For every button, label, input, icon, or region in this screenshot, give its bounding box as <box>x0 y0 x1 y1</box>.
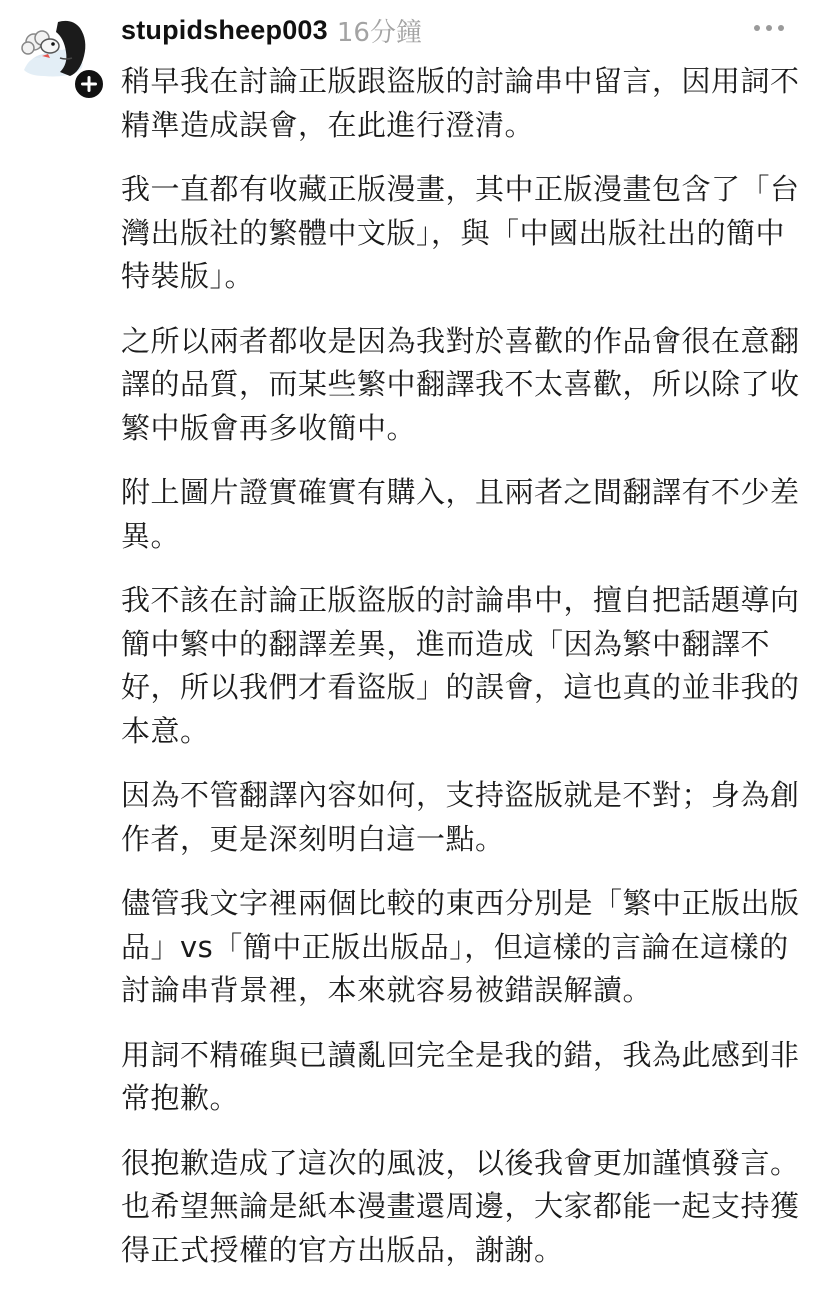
post-paragraph: 很抱歉造成了這次的風波，以後我會更加謹慎發言。也希望無論是紙本漫畫還周邊，大家都能一起支持獲得正式授權的官方出版品，謝謝。 <box>121 1145 800 1267</box>
more-dots-icon <box>752 14 786 42</box>
post-paragraph: 稍早我在討論正版跟盜版的討論串中留言，因用詞不精準造成誤會，在此進行澄清。 <box>121 64 800 142</box>
post-paragraph: 因為不管翻譯內容如何，支持盜版就是不對；身為創作者，更是深刻明白這一點。 <box>121 778 800 856</box>
post-paragraph: 儘管我文字裡兩個比較的東西分別是「繁中正版出版品」vs「簡中正版出版品」，但這樣的言論在這樣的討論串背景裡，本來就容易被錯誤解讀。 <box>121 886 800 1007</box>
post-paragraph: 我一直都有收藏正版漫畫，其中正版漫畫包含了「台灣出版社的繁體中文版」，與「中國出版社出的簡中特裝版」。 <box>121 172 800 293</box>
post-paragraph: 之所以兩者都收是因為我對於喜歡的作品會很在意翻譯的品質，而某些繁中翻譯我不太喜歡，所以除了收繁中版會再多收簡中。 <box>121 323 800 445</box>
post-paragraph: 我不該在討論正版盜版的討論串中，擅自把話題導向簡中繁中的翻譯差異，進而造成「因為繁中翻譯不好，所以我們才看盜版」的誤會，這也真的並非我的本意。 <box>121 583 800 748</box>
post-body <box>121 60 801 1293</box>
post-paragraph: 附上圖片證實確實有購入，且兩者之間翻譯有不少差異。 <box>121 475 800 553</box>
post-header <box>121 10 422 50</box>
post-paragraph: 用詞不精確與已讀亂回完全是我的錯，我為此感到非常抱歉。 <box>121 1037 800 1115</box>
author-username[interactable]: stupidsheep003 <box>121 14 328 45</box>
post-timestamp: 16分鐘 <box>336 17 422 48</box>
avatar-container <box>14 12 106 104</box>
more-options-button[interactable] <box>752 14 786 42</box>
follow-button[interactable] <box>72 67 106 101</box>
plus-icon <box>75 70 103 98</box>
